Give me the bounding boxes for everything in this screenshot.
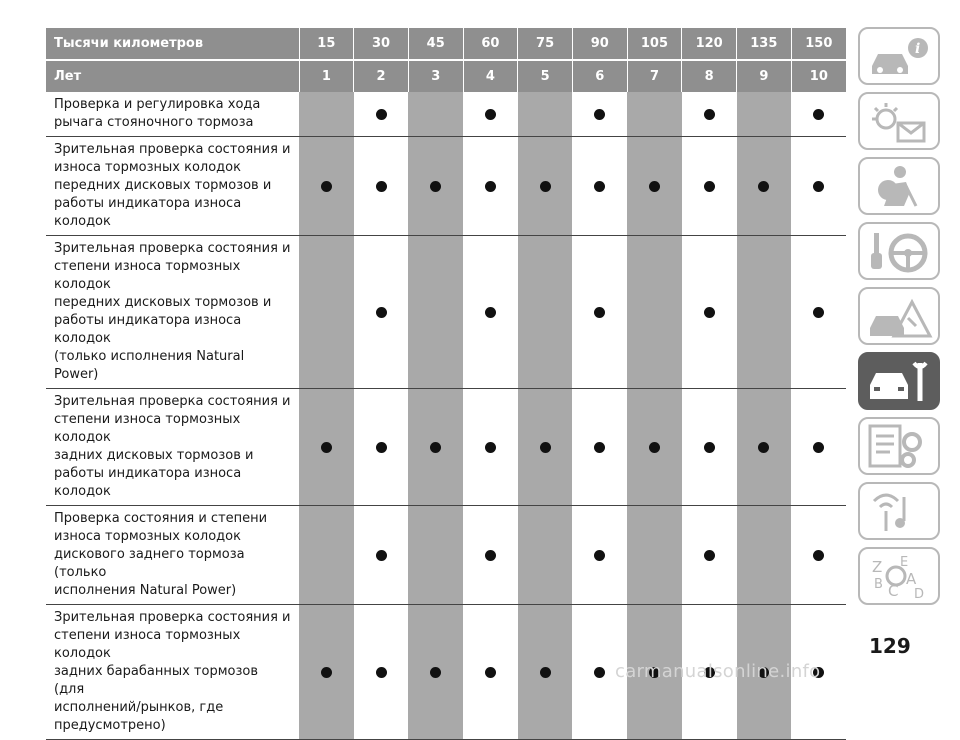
check-dot-icon <box>540 442 551 453</box>
header-km-value: 90 <box>572 28 627 60</box>
schedule-cell <box>627 137 682 236</box>
check-dot-icon <box>376 307 387 318</box>
schedule-cell <box>299 605 354 740</box>
table-body <box>46 92 846 740</box>
schedule-cell <box>299 236 354 389</box>
check-dot-icon <box>376 109 387 120</box>
schedule-cell <box>463 389 518 506</box>
header-year-value: 1 <box>299 60 354 92</box>
operation-label: Зрительная проверка состояния и степени износа тормозных колодок задних дисковых тормозов и работы индикатора износа колодок <box>46 389 299 506</box>
schedule-cell <box>354 137 409 236</box>
steering-wheel-icon <box>864 227 934 275</box>
check-dot-icon <box>649 181 660 192</box>
check-dot-icon <box>594 109 605 120</box>
header-year-value: 3 <box>408 60 463 92</box>
car-info-icon <box>864 32 934 80</box>
schedule-cell <box>518 137 573 236</box>
schedule-cell <box>737 92 792 137</box>
check-dot-icon <box>813 442 824 453</box>
schedule-cell <box>682 506 737 605</box>
schedule-cell <box>791 506 846 605</box>
check-dot-icon <box>704 109 715 120</box>
operation-label: Зрительная проверка состояния и степени износа тормозных колодок передних дисковых тормозов и работы индикатора износа колодок (только исполнения Natural Power) <box>46 236 299 389</box>
header-year-value: 2 <box>354 60 409 92</box>
check-dot-icon <box>376 442 387 453</box>
check-dot-icon <box>704 181 715 192</box>
check-dot-icon <box>485 307 496 318</box>
schedule-cell <box>791 389 846 506</box>
schedule-cell <box>299 137 354 236</box>
technical-specs-icon <box>864 422 934 470</box>
header-km-value: 120 <box>682 28 737 60</box>
schedule-cell <box>572 236 627 389</box>
multimedia-icon <box>864 487 934 535</box>
schedule-cell <box>408 506 463 605</box>
schedule-cell <box>354 92 409 137</box>
check-dot-icon <box>594 667 605 678</box>
check-dot-icon <box>594 550 605 561</box>
chapter-tab[interactable] <box>858 27 940 85</box>
schedule-cell <box>299 506 354 605</box>
schedule-cell <box>463 506 518 605</box>
page-number: 129 <box>869 634 911 658</box>
check-dot-icon <box>594 442 605 453</box>
header-km-value: 30 <box>354 28 409 60</box>
schedule-cell <box>518 506 573 605</box>
check-dot-icon <box>594 181 605 192</box>
breakdown-icon <box>864 292 934 340</box>
operation-label: Проверка и регулировка хода рычага стояночного тормоза <box>46 92 299 137</box>
svg-text:B: B <box>874 577 883 592</box>
header-year-value: 6 <box>572 60 627 92</box>
schedule-cell <box>627 506 682 605</box>
header-years-label: Лет <box>46 60 299 92</box>
schedule-cell <box>408 605 463 740</box>
schedule-cell <box>737 137 792 236</box>
header-km-value: 105 <box>627 28 682 60</box>
header-km-value: 135 <box>737 28 792 60</box>
warning-lights-icon <box>864 97 934 145</box>
check-dot-icon <box>704 550 715 561</box>
schedule-cell <box>463 605 518 740</box>
svg-text:i: i <box>915 41 921 57</box>
check-dot-icon <box>485 181 496 192</box>
header-year-value: 9 <box>737 60 792 92</box>
check-dot-icon <box>485 667 496 678</box>
check-dot-icon <box>704 307 715 318</box>
schedule-cell <box>682 137 737 236</box>
schedule-cell <box>682 389 737 506</box>
check-dot-icon <box>758 181 769 192</box>
schedule-cell <box>408 92 463 137</box>
chapter-tab[interactable] <box>858 417 940 475</box>
schedule-cell <box>463 236 518 389</box>
header-year-value: 7 <box>627 60 682 92</box>
header-row-years <box>46 60 846 92</box>
schedule-cell <box>682 92 737 137</box>
chapter-tab[interactable] <box>858 92 940 150</box>
header-km-label: Тысячи километров <box>46 28 299 60</box>
schedule-cell <box>627 92 682 137</box>
header-year-value: 10 <box>791 60 846 92</box>
car-service-icon <box>864 357 934 405</box>
schedule-cell <box>408 389 463 506</box>
schedule-cell <box>791 92 846 137</box>
table-row <box>46 92 846 137</box>
check-dot-icon <box>594 307 605 318</box>
schedule-cell <box>791 137 846 236</box>
schedule-cell <box>354 236 409 389</box>
check-dot-icon <box>813 550 824 561</box>
chapter-tab[interactable] <box>858 547 940 605</box>
watermark: carmanualsonline.info <box>615 661 821 682</box>
schedule-cell <box>463 92 518 137</box>
schedule-cell <box>627 389 682 506</box>
operation-label: Зрительная проверка состояния и износа тормозных колодок передних дисковых тормозов и работы индикатора износа колодок <box>46 137 299 236</box>
check-dot-icon <box>813 109 824 120</box>
svg-text:D: D <box>914 587 925 600</box>
index-icon <box>864 552 934 600</box>
chapter-tab[interactable] <box>858 157 940 215</box>
check-dot-icon <box>430 181 441 192</box>
schedule-cell <box>463 137 518 236</box>
airbag-icon <box>864 162 934 210</box>
check-dot-icon <box>540 181 551 192</box>
chapter-tab[interactable] <box>858 352 940 410</box>
chapter-tabs-sidebar <box>858 27 950 612</box>
schedule-cell <box>518 389 573 506</box>
schedule-cell <box>354 389 409 506</box>
chapter-tab[interactable] <box>858 482 940 540</box>
check-dot-icon <box>376 667 387 678</box>
maintenance-table-container <box>46 28 846 740</box>
chapter-tab[interactable] <box>858 287 940 345</box>
schedule-cell <box>737 506 792 605</box>
svg-text:Z: Z <box>872 558 883 576</box>
check-dot-icon <box>758 442 769 453</box>
check-dot-icon <box>321 181 332 192</box>
check-dot-icon <box>813 181 824 192</box>
schedule-cell <box>518 236 573 389</box>
header-km-value: 15 <box>299 28 354 60</box>
schedule-cell <box>299 92 354 137</box>
schedule-cell <box>354 506 409 605</box>
header-km-value: 45 <box>408 28 463 60</box>
header-year-value: 8 <box>682 60 737 92</box>
svg-text:A: A <box>906 570 917 588</box>
header-km-value: 60 <box>463 28 518 60</box>
header-km-value: 150 <box>791 28 846 60</box>
schedule-cell <box>408 137 463 236</box>
schedule-cell <box>572 506 627 605</box>
table-row <box>46 389 846 506</box>
header-year-value: 4 <box>463 60 518 92</box>
svg-text:E: E <box>900 555 909 570</box>
header-row-km <box>46 28 846 60</box>
check-dot-icon <box>376 550 387 561</box>
schedule-cell <box>299 389 354 506</box>
maintenance-schedule-table <box>46 28 846 740</box>
check-dot-icon <box>649 442 660 453</box>
schedule-cell <box>354 605 409 740</box>
header-year-value: 5 <box>518 60 573 92</box>
schedule-cell <box>737 236 792 389</box>
schedule-cell <box>737 389 792 506</box>
check-dot-icon <box>485 109 496 120</box>
check-dot-icon <box>540 667 551 678</box>
check-dot-icon <box>485 442 496 453</box>
schedule-cell <box>572 389 627 506</box>
schedule-cell <box>518 605 573 740</box>
check-dot-icon <box>813 307 824 318</box>
schedule-cell <box>572 137 627 236</box>
schedule-cell <box>627 236 682 389</box>
schedule-cell <box>791 236 846 389</box>
table-row <box>46 236 846 389</box>
schedule-cell <box>572 92 627 137</box>
check-dot-icon <box>321 442 332 453</box>
check-dot-icon <box>704 442 715 453</box>
table-row <box>46 137 846 236</box>
operation-label: Проверка состояния и степени износа тормозных колодок дискового заднего тормоза (только исполнения Natural Power) <box>46 506 299 605</box>
table-row <box>46 506 846 605</box>
svg-text:C: C <box>888 582 899 600</box>
check-dot-icon <box>485 550 496 561</box>
check-dot-icon <box>430 667 441 678</box>
check-dot-icon <box>430 442 441 453</box>
schedule-cell <box>408 236 463 389</box>
check-dot-icon <box>376 181 387 192</box>
operation-label: Зрительная проверка состояния и степени износа тормозных колодок задних барабанных тормозов (для исполнений/рынков, где предусмотрено) <box>46 605 299 740</box>
check-dot-icon <box>321 667 332 678</box>
schedule-cell <box>518 92 573 137</box>
chapter-tab[interactable] <box>858 222 940 280</box>
header-km-value: 75 <box>518 28 573 60</box>
schedule-cell <box>682 236 737 389</box>
